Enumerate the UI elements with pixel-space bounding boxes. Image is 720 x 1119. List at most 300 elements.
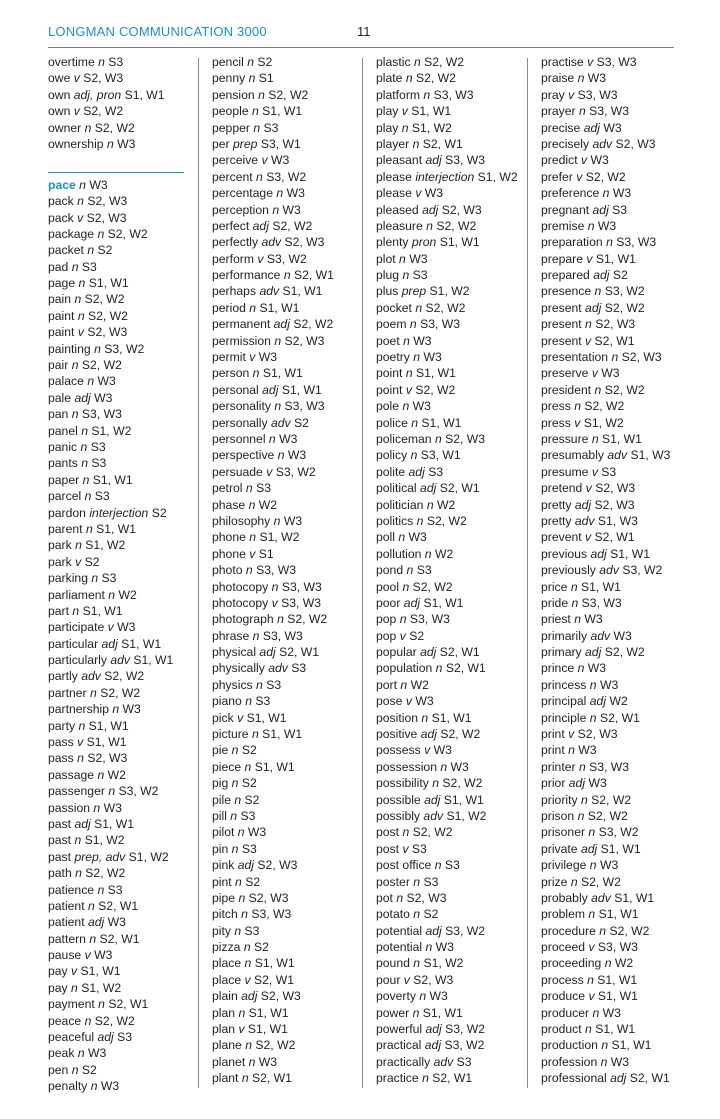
frequency-band: W3 bbox=[258, 350, 278, 365]
part-of-speech: n bbox=[84, 120, 92, 135]
headword: print bbox=[541, 743, 565, 758]
word-entry bbox=[212, 70, 362, 86]
headword: potential bbox=[376, 923, 423, 938]
headword: pack bbox=[48, 210, 74, 225]
word-entry bbox=[212, 579, 362, 595]
frequency-band: S1, W2 bbox=[91, 423, 132, 438]
headword: priest bbox=[541, 612, 571, 627]
headword: prisoner bbox=[541, 825, 586, 840]
headword: performance bbox=[212, 268, 281, 283]
part-of-speech: adv bbox=[81, 669, 101, 684]
headword: peace bbox=[48, 1013, 82, 1028]
part-of-speech: n bbox=[416, 513, 424, 528]
part-of-speech: v bbox=[401, 104, 408, 119]
part-of-speech: adj bbox=[593, 268, 610, 283]
frequency-band: W3 bbox=[587, 661, 607, 676]
frequency-band: W3 bbox=[97, 374, 116, 389]
word-entry bbox=[541, 742, 691, 758]
frequency-band: S2, W3 bbox=[87, 751, 128, 766]
frequency-band: S2 bbox=[294, 415, 309, 430]
word-entry bbox=[212, 677, 362, 693]
word-entry bbox=[376, 890, 526, 906]
frequency-band: S1, W2 bbox=[259, 530, 300, 545]
headword: pretty bbox=[541, 513, 572, 528]
headword: position bbox=[376, 710, 419, 725]
word-entry bbox=[48, 570, 198, 586]
word-entry bbox=[376, 857, 526, 873]
frequency-band: S1, W1 bbox=[262, 104, 303, 119]
headword: own bbox=[48, 104, 71, 119]
headword: persuade bbox=[212, 464, 263, 479]
part-of-speech: n bbox=[256, 169, 263, 184]
headword: people bbox=[212, 104, 249, 119]
word-entry bbox=[48, 832, 198, 848]
headword: party bbox=[48, 718, 76, 733]
frequency-band: S3 bbox=[444, 858, 460, 873]
word-entry bbox=[376, 546, 526, 562]
word-entry bbox=[212, 595, 362, 611]
frequency-band: S1, W2 bbox=[85, 538, 126, 553]
word-entry bbox=[376, 824, 526, 840]
headword: presence bbox=[541, 284, 592, 299]
word-entry bbox=[48, 308, 198, 324]
word-entry bbox=[48, 1013, 198, 1029]
part-of-speech: n bbox=[421, 710, 429, 725]
word-entry bbox=[376, 644, 526, 660]
headword: plot bbox=[376, 251, 396, 266]
headword: poverty bbox=[376, 989, 416, 1004]
part-of-speech: n bbox=[71, 1062, 79, 1077]
part-of-speech: n bbox=[396, 890, 404, 905]
word-entry bbox=[48, 931, 198, 947]
frequency-band: W2 bbox=[410, 677, 429, 692]
frequency-band: S2, W1 bbox=[445, 661, 486, 676]
frequency-band: S2 bbox=[97, 243, 113, 258]
headword: particular bbox=[48, 636, 99, 651]
word-entry bbox=[212, 497, 362, 513]
word-entry bbox=[541, 906, 691, 922]
frequency-band: S1, W1 bbox=[133, 653, 174, 668]
part-of-speech: adj bbox=[252, 218, 269, 233]
headword: presumably bbox=[541, 448, 604, 463]
word-entry bbox=[376, 726, 526, 742]
part-of-speech: n bbox=[412, 136, 420, 151]
headword: pass bbox=[48, 751, 74, 766]
part-of-speech: n bbox=[426, 218, 433, 233]
headword: post bbox=[376, 841, 400, 856]
word-entry bbox=[48, 259, 198, 275]
headword: passion bbox=[48, 800, 91, 815]
headword: perfect bbox=[212, 218, 250, 233]
part-of-speech: n bbox=[594, 382, 602, 397]
frequency-band: S1, W1 bbox=[262, 366, 303, 381]
part-of-speech: n bbox=[577, 661, 585, 676]
headword: problem bbox=[541, 907, 586, 922]
part-of-speech: n bbox=[238, 890, 246, 905]
word-entry bbox=[48, 70, 198, 86]
headword: precise bbox=[541, 120, 581, 135]
word-entry bbox=[212, 382, 362, 398]
headword: pink bbox=[212, 858, 235, 873]
part-of-speech: n bbox=[252, 104, 259, 119]
frequency-band: S2, W3 bbox=[621, 350, 662, 365]
part-of-speech: n bbox=[91, 571, 99, 586]
word-entry bbox=[48, 1078, 198, 1094]
headword: presume bbox=[541, 464, 589, 479]
frequency-band: W3 bbox=[258, 1054, 278, 1069]
part-of-speech: n bbox=[248, 71, 256, 86]
headword: pig bbox=[212, 776, 229, 791]
word-entry bbox=[541, 546, 691, 562]
part-of-speech: adj bbox=[420, 481, 437, 496]
frequency-band: S1, W1 bbox=[601, 431, 642, 446]
part-of-speech: n bbox=[435, 661, 443, 676]
frequency-band: S1, W2 bbox=[128, 849, 169, 864]
part-of-speech: n bbox=[81, 456, 88, 471]
headword: please bbox=[376, 169, 412, 184]
part-of-speech: n bbox=[71, 259, 79, 274]
frequency-band: S1, W3 bbox=[630, 448, 671, 463]
frequency-band: S3, W3 bbox=[281, 579, 322, 594]
part-of-speech: n bbox=[405, 71, 413, 86]
word-entry bbox=[376, 70, 526, 86]
word-entry bbox=[212, 1054, 362, 1070]
word-entry bbox=[212, 136, 362, 152]
word-entry bbox=[212, 742, 362, 758]
frequency-band: S1, W1 bbox=[80, 964, 121, 979]
headword: patient bbox=[48, 915, 85, 930]
part-of-speech: n bbox=[601, 1038, 609, 1053]
headword: practice bbox=[376, 1071, 419, 1086]
word-entry bbox=[212, 1021, 362, 1037]
word-entry bbox=[212, 447, 362, 463]
part-of-speech: n bbox=[577, 808, 585, 823]
headword: owe bbox=[48, 71, 71, 86]
part-of-speech: n bbox=[413, 907, 421, 922]
headword: phone bbox=[212, 530, 246, 545]
headword: point bbox=[376, 366, 403, 381]
frequency-band: S2, W1 bbox=[439, 645, 480, 660]
frequency-band: S1, W1 bbox=[124, 87, 165, 102]
headword: point bbox=[376, 382, 403, 397]
part-of-speech: n bbox=[398, 530, 406, 545]
frequency-band: S3 bbox=[117, 1030, 133, 1045]
frequency-band: S3 bbox=[423, 874, 439, 889]
headword: potential bbox=[376, 940, 423, 955]
frequency-band: S1, W1 bbox=[88, 718, 129, 733]
headword: patient bbox=[48, 898, 85, 913]
headword: practically bbox=[376, 1054, 431, 1069]
word-entry bbox=[541, 677, 691, 693]
frequency-band: S3 bbox=[456, 1054, 472, 1069]
frequency-band: S1, W1 bbox=[611, 1038, 652, 1053]
word-entry bbox=[541, 710, 691, 726]
headword: penny bbox=[212, 71, 246, 86]
headword: president bbox=[541, 382, 592, 397]
word-entry bbox=[541, 874, 691, 890]
frequency-band: S1, W1 bbox=[598, 907, 639, 922]
part-of-speech: n bbox=[252, 366, 260, 381]
part-of-speech: n bbox=[238, 1005, 246, 1020]
word-entry bbox=[376, 415, 526, 431]
word-entry bbox=[541, 693, 691, 709]
frequency-band: S2, W2 bbox=[416, 71, 456, 86]
part-of-speech: adv bbox=[423, 808, 444, 823]
headword: private bbox=[541, 841, 578, 856]
part-of-speech: adj bbox=[237, 858, 255, 873]
frequency-band: S3, W3 bbox=[581, 595, 622, 610]
word-entry bbox=[212, 398, 362, 414]
frequency-band: S3, W2 bbox=[598, 825, 639, 840]
frequency-band: S2, W3 bbox=[284, 333, 325, 348]
part-of-speech: n bbox=[283, 268, 291, 283]
word-entry bbox=[376, 874, 526, 890]
part-of-speech: n bbox=[72, 603, 80, 618]
part-of-speech: n bbox=[235, 874, 242, 889]
part-of-speech: n bbox=[85, 521, 93, 536]
frequency-band: S3, W3 bbox=[256, 563, 297, 578]
headword: permanent bbox=[212, 317, 271, 332]
headword: plan bbox=[212, 1022, 236, 1037]
frequency-band: W3 bbox=[587, 71, 607, 86]
headword: prize bbox=[541, 874, 568, 889]
frequency-band: S3 bbox=[416, 563, 432, 578]
word-entry bbox=[48, 996, 198, 1012]
word-entry bbox=[376, 152, 526, 168]
part-of-speech: n bbox=[89, 931, 97, 946]
headword: powerful bbox=[376, 1022, 423, 1037]
word-entry bbox=[48, 685, 198, 701]
frequency-band: S2 bbox=[241, 743, 257, 758]
headword: pass bbox=[48, 735, 74, 750]
word-entry bbox=[541, 152, 691, 168]
headword: pair bbox=[48, 358, 69, 373]
word-entry bbox=[541, 562, 691, 578]
word-entry bbox=[376, 1005, 526, 1021]
headword: park bbox=[48, 554, 72, 569]
word-entry bbox=[541, 333, 691, 349]
frequency-band: W3 bbox=[588, 776, 607, 791]
frequency-band: S3 bbox=[241, 841, 257, 856]
column-divider bbox=[362, 58, 363, 1088]
word-entry bbox=[212, 251, 362, 267]
headword: paint bbox=[48, 308, 75, 323]
headword: panel bbox=[48, 423, 78, 438]
part-of-speech: n bbox=[106, 136, 114, 151]
word-entry bbox=[212, 792, 362, 808]
word-entry bbox=[212, 464, 362, 480]
frequency-band: S3 bbox=[263, 120, 279, 135]
part-of-speech: n bbox=[587, 218, 595, 233]
word-entry bbox=[376, 283, 526, 299]
word-entry bbox=[541, 70, 691, 86]
headword: pose bbox=[376, 694, 403, 709]
part-of-speech: n bbox=[231, 743, 239, 758]
headword: potato bbox=[376, 907, 410, 922]
headword: prefer bbox=[541, 169, 573, 184]
headword: pleasant bbox=[376, 153, 423, 168]
part-of-speech: n bbox=[97, 882, 105, 897]
part-of-speech: v bbox=[77, 325, 84, 340]
part-of-speech: n bbox=[256, 677, 263, 692]
headword: piece bbox=[212, 759, 242, 774]
word-entry bbox=[212, 54, 362, 70]
word-entry bbox=[212, 759, 362, 775]
word-entry bbox=[48, 87, 198, 103]
word-entry bbox=[212, 906, 362, 922]
word-entry bbox=[541, 136, 691, 152]
headword: phrase bbox=[212, 628, 250, 643]
part-of-speech: v bbox=[403, 972, 410, 987]
headword: poetry bbox=[376, 350, 410, 365]
word-entry bbox=[48, 1029, 198, 1045]
word-entry bbox=[541, 890, 691, 906]
word-entry bbox=[212, 660, 362, 676]
frequency-band: S2, W3 bbox=[413, 972, 454, 987]
frequency-band: W3 bbox=[599, 858, 619, 873]
word-entry bbox=[48, 718, 198, 734]
part-of-speech: n bbox=[402, 268, 410, 283]
headword: pay bbox=[48, 964, 68, 979]
part-of-speech: n bbox=[589, 858, 597, 873]
word-entry bbox=[541, 628, 691, 644]
word-entry bbox=[541, 759, 691, 775]
headword: power bbox=[376, 1005, 410, 1020]
frequency-band: S3 bbox=[255, 694, 271, 709]
word-entry bbox=[48, 898, 198, 914]
part-of-speech: n bbox=[422, 1071, 429, 1086]
part-of-speech: adj bbox=[425, 1022, 442, 1037]
part-of-speech: n bbox=[79, 177, 86, 192]
part-of-speech: n bbox=[600, 1054, 608, 1069]
frequency-band: S3 bbox=[256, 481, 271, 496]
headword: perceive bbox=[212, 153, 259, 168]
word-entry bbox=[376, 529, 526, 545]
frequency-band: W3 bbox=[413, 333, 432, 348]
frequency-band: S3, W3 bbox=[433, 87, 474, 102]
part-of-speech: n bbox=[434, 431, 442, 446]
frequency-band: S3, W3 bbox=[420, 317, 461, 332]
headword: polite bbox=[376, 464, 406, 479]
headword: pie bbox=[212, 743, 229, 758]
frequency-band: S1, W2 bbox=[429, 284, 470, 299]
frequency-band: S2, W2 bbox=[412, 825, 453, 840]
part-of-speech: n bbox=[231, 841, 239, 856]
word-entry bbox=[48, 554, 198, 570]
headword: ownership bbox=[48, 136, 104, 151]
word-entry bbox=[541, 792, 691, 808]
frequency-band: S3 bbox=[90, 439, 106, 454]
part-of-speech: v bbox=[580, 153, 588, 168]
part-of-speech: adj bbox=[610, 1071, 627, 1086]
part-of-speech: n bbox=[253, 120, 261, 135]
headword: pencil bbox=[212, 55, 244, 69]
part-of-speech: adj bbox=[422, 202, 439, 217]
part-of-speech: n bbox=[425, 940, 433, 955]
frequency-band: S2, W3 bbox=[615, 136, 656, 151]
frequency-band: W2 bbox=[118, 587, 137, 602]
frequency-band: S2, W2 bbox=[604, 300, 645, 315]
part-of-speech: v bbox=[424, 743, 431, 758]
part-of-speech: n bbox=[90, 685, 97, 700]
word-entry bbox=[541, 415, 691, 431]
word-entry bbox=[541, 775, 691, 791]
part-of-speech: n bbox=[585, 1022, 592, 1037]
frequency-band: S2, W3 bbox=[248, 890, 289, 905]
frequency-band: S2, W3 bbox=[284, 235, 325, 250]
word-entry bbox=[541, 218, 691, 234]
headword: park bbox=[48, 538, 72, 553]
part-of-speech: n bbox=[574, 612, 581, 627]
part-of-speech: n bbox=[589, 677, 597, 692]
frequency-band: S2, W2 bbox=[88, 308, 128, 323]
part-of-speech: n bbox=[249, 530, 257, 545]
headword: pocket bbox=[376, 300, 412, 315]
word-entry bbox=[376, 87, 526, 103]
part-of-speech: v bbox=[77, 210, 84, 225]
headword: personally bbox=[212, 415, 268, 430]
word-entry bbox=[541, 480, 691, 496]
headword: pitch bbox=[212, 907, 238, 922]
frequency-band: S1, W1 bbox=[282, 284, 323, 299]
part-of-speech: adj bbox=[101, 636, 118, 651]
word-entry bbox=[376, 513, 526, 529]
frequency-band: S2, W2 bbox=[604, 382, 645, 397]
headword: player bbox=[376, 136, 410, 151]
word-entry bbox=[541, 300, 691, 316]
headword: preserve bbox=[541, 366, 589, 381]
part-of-speech: v bbox=[585, 333, 592, 348]
frequency-band: W3 bbox=[286, 186, 305, 201]
frequency-band: S2, W2 bbox=[584, 399, 625, 414]
frequency-band: S3, W2 bbox=[118, 784, 159, 799]
headword: passage bbox=[48, 767, 95, 782]
part-of-speech: n bbox=[434, 858, 442, 873]
headword: pack bbox=[48, 194, 74, 209]
part-of-speech: n bbox=[570, 874, 578, 889]
headword: population bbox=[376, 661, 433, 676]
frequency-band: S1 bbox=[258, 71, 274, 86]
word-entry bbox=[48, 914, 198, 930]
frequency-band: S3 bbox=[612, 202, 628, 217]
frequency-band: W3 bbox=[408, 530, 427, 545]
word-entry bbox=[376, 1021, 526, 1037]
word-entry bbox=[376, 464, 526, 480]
frequency-band: S3 bbox=[101, 571, 117, 586]
page-number: 11 bbox=[357, 24, 371, 39]
frequency-band: S1, W2 bbox=[81, 980, 122, 995]
headword: pin bbox=[212, 841, 229, 856]
frequency-band: S1, W2 bbox=[84, 833, 125, 848]
frequency-band: S2, W1 bbox=[432, 1071, 473, 1086]
part-of-speech: v bbox=[249, 350, 256, 365]
frequency-band: S2 bbox=[254, 940, 269, 955]
part-of-speech: adv bbox=[261, 235, 282, 250]
part-of-speech: n bbox=[82, 472, 90, 487]
word-entry bbox=[212, 300, 362, 316]
headword: prayer bbox=[541, 104, 576, 119]
word-entry bbox=[212, 267, 362, 283]
word-entry bbox=[376, 923, 526, 939]
part-of-speech: n bbox=[234, 923, 242, 938]
headword: prevent bbox=[541, 530, 582, 545]
word-entry bbox=[212, 874, 362, 890]
headword: present bbox=[541, 300, 582, 315]
headword: pole bbox=[376, 399, 400, 414]
frequency-band: S2 bbox=[257, 55, 273, 69]
headword: professional bbox=[541, 1071, 607, 1086]
part-of-speech: adv bbox=[592, 136, 613, 151]
